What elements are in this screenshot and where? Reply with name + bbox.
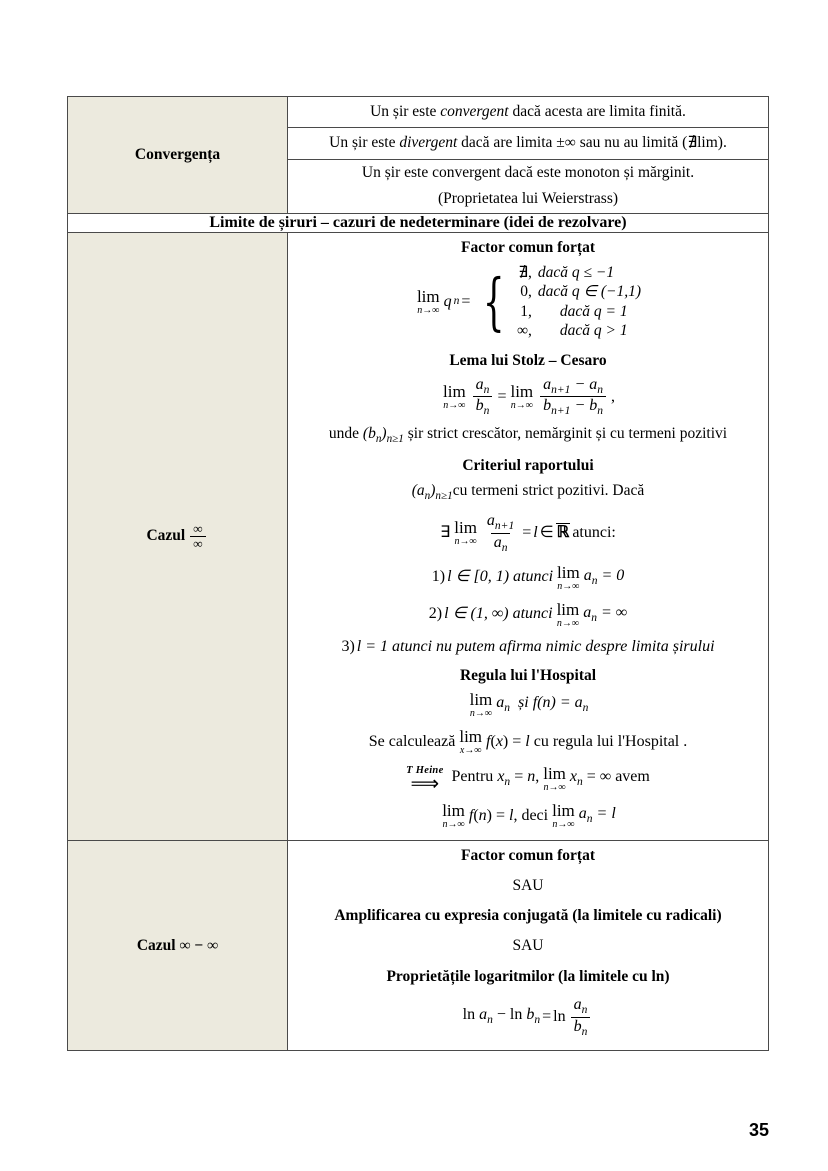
- item-text: l ∈ (1, ∞) atunci: [444, 605, 553, 623]
- block-title-lhospital: Regula lui l'Hospital: [459, 667, 597, 685]
- equals-sign: =: [461, 292, 471, 310]
- double-arrow-icon: ⟹: [410, 772, 440, 795]
- case-value: ∄,: [518, 263, 532, 281]
- limit-operator: [454, 519, 477, 547]
- a-over-b-fraction: [571, 996, 591, 1038]
- convergence-row-divergent: [288, 128, 769, 159]
- table-row: [68, 213, 769, 232]
- sequence-an: $(a_n)_{n\ge 1}$: [411, 482, 453, 503]
- stolz-cesaro-note: [288, 423, 768, 451]
- criteriul-intro: [288, 477, 768, 508]
- element-of-symbol: ∈: [539, 524, 554, 542]
- limit-operator: [543, 765, 566, 793]
- case-condition: dacă q > 1: [559, 322, 628, 340]
- limit-symbol: lim: [459, 727, 483, 747]
- fraction-numerator: $a_{n+1} - a_n$: [543, 375, 603, 397]
- case-inf-minus-inf-body: [288, 841, 769, 1051]
- note-suffix: șir strict crescător, nemărginit și cu termeni pozitivi: [403, 425, 728, 443]
- limit-symbol: lim: [469, 690, 493, 710]
- piecewise-cases: [474, 263, 641, 341]
- limit-operator: [459, 728, 482, 756]
- limit-symbol: lim: [543, 764, 566, 784]
- fraction-denominator: $a_n$: [491, 533, 511, 555]
- q-limit-expression: [415, 263, 641, 341]
- case-item: [508, 321, 641, 341]
- divergent-prefix: Un șir este: [329, 134, 400, 152]
- limit-operator: [470, 691, 493, 719]
- equals-sign: =: [522, 524, 532, 542]
- case-condition: dacă q ≤ −1: [537, 263, 615, 281]
- limit-symbol: lim: [442, 801, 465, 821]
- lhospital-line-4: [288, 798, 768, 840]
- case-inf-minus-inf-label-cell: [68, 841, 288, 1051]
- case-condition: dacă q ∈ (−1,1): [537, 283, 642, 301]
- limit-operator: [443, 383, 466, 411]
- item-tail: $a_n$ = ∞: [583, 603, 628, 624]
- ln-expression: [463, 996, 594, 1038]
- exists-symbol: ∃: [440, 524, 451, 542]
- lhospital-row-4: [440, 802, 616, 830]
- lhospital-row-1: [468, 691, 589, 719]
- case-value: 0,: [520, 283, 532, 301]
- fraction-numerator: $a_n$: [573, 995, 588, 1017]
- limit-subscript: n→∞: [469, 708, 493, 720]
- case-inf-over-inf-body: [288, 232, 769, 840]
- infinity-over-infinity-fraction: [190, 522, 205, 551]
- item-tail: $a_n = 0$: [583, 566, 625, 587]
- lhospital-row-3: [406, 765, 650, 793]
- stolz-expression: [441, 376, 615, 418]
- fraction-numerator: $a_n$: [475, 375, 490, 397]
- fraction-denominator: $b_n$: [473, 396, 493, 418]
- limit-operator: [417, 288, 440, 316]
- criteriul-item-1: [288, 560, 768, 597]
- note-prefix: unde: [328, 425, 363, 443]
- page-number: 35: [748, 1120, 769, 1140]
- convergent-emphasis: convergent: [440, 103, 509, 120]
- section-banner: Limite de șiruri – cazuri de nedeterminare (idei de rezolvare): [68, 213, 769, 232]
- lhospital-prefix: Se calculează: [368, 732, 456, 750]
- case-item: [508, 302, 641, 322]
- limit-operator: [557, 564, 580, 592]
- case-item: [508, 263, 641, 283]
- q-exponent: n: [453, 295, 460, 308]
- item-text: l = 1 atunci nu putem afirma nimic despre limita șirului: [356, 637, 715, 655]
- convergence-row-convergent: [288, 97, 769, 128]
- block-title-factor-comun: Factor comun forțat: [460, 238, 595, 256]
- limit-subscript: n→∞: [543, 782, 566, 794]
- weierstrass-property: (Proprietatea lui Weierstrass): [437, 190, 619, 208]
- heine-label: T Heine: [406, 765, 444, 777]
- limit-symbol: lim: [454, 518, 477, 538]
- trailing-comma: ,: [611, 387, 615, 405]
- case-inf-over-inf-label: [146, 522, 208, 551]
- limit-operator: [442, 802, 465, 830]
- cases-list: [508, 263, 641, 341]
- item-number: 3): [341, 637, 355, 655]
- lhospital-row-2: [369, 728, 688, 756]
- case-value: 1,: [520, 302, 532, 320]
- item-text: l ∈ [0, 1) atunci: [447, 568, 554, 586]
- inf-minus-line-amplificarea: Amplificarea cu expresia conjugată (la limitele cu radicali): [334, 907, 722, 925]
- divergent-definition: [288, 128, 768, 158]
- criteriul-item-3: [288, 634, 768, 662]
- item-2-row: [429, 601, 627, 629]
- limit-symbol: lim: [416, 286, 440, 306]
- item-1-row: [432, 564, 625, 592]
- case-value: ∞,: [516, 322, 532, 340]
- item-3-row: [341, 638, 714, 656]
- inf-minus-line-sau-2: SAU: [512, 937, 544, 955]
- convergence-row-weierstrass: [288, 159, 769, 213]
- inf-minus-line-factor: Factor comun forțat: [460, 847, 595, 865]
- case-inf-over-inf-label-cell: [68, 232, 288, 840]
- ln-lhs: $\ln a_n - \ln b_n$: [462, 1006, 541, 1027]
- table-row: [68, 232, 769, 840]
- limit-symbol: lim: [556, 599, 580, 619]
- left-curly-brace-icon: {: [483, 265, 505, 339]
- weierstrass-statement: Un șir este convergent dacă este monoton și mărginit.: [361, 163, 695, 181]
- limit-symbol: lim: [443, 381, 466, 401]
- limit-subscript: n→∞: [552, 819, 575, 831]
- lhospital-line-1: [288, 687, 768, 724]
- fraction-denominator: ∞: [190, 536, 205, 551]
- equals-sign: =: [497, 387, 507, 405]
- limit-subscript: n→∞: [442, 819, 465, 831]
- limit-operator: [557, 601, 580, 629]
- limit-subscript: n→∞: [417, 304, 440, 316]
- criteriul-item-2: [288, 597, 768, 634]
- heine-text-b: $x_n$ = ∞ avem: [569, 768, 650, 789]
- divergent-suffix: dacă are limita ±∞ sau nu au limită (∄lim).: [457, 134, 727, 152]
- limit-operator: [552, 802, 575, 830]
- item-number: 1): [431, 568, 446, 586]
- fraction-numerator: $a_{n+1}$: [486, 512, 515, 533]
- case-label-prefix: Cazul: [146, 527, 186, 545]
- difference-fraction: [540, 376, 606, 418]
- a-over-b-fraction: [473, 376, 493, 418]
- lhospital-line-2: [288, 724, 768, 761]
- limit-subscript: n→∞: [454, 536, 477, 548]
- heine-text-a: Pentru $x_n = n$,: [451, 768, 540, 789]
- convergence-label-cell: [68, 97, 288, 214]
- table-row: [68, 841, 769, 1051]
- lhospital-tail-2: f(x) = l cu regula lui l'Hospital .: [486, 732, 688, 750]
- heine-implication: [406, 765, 444, 795]
- lhospital-tail-4b: $a_n = l$: [578, 805, 616, 826]
- limit-symbol: lim: [557, 562, 580, 582]
- ln-rhs-operator: ln: [553, 1007, 566, 1025]
- equals-sign: =: [542, 1007, 552, 1025]
- ratio-fraction: [484, 512, 517, 554]
- case-item: [508, 282, 641, 302]
- criteriul-atunci: atunci:: [572, 524, 616, 542]
- formula-criteriul-raportului: [288, 508, 768, 559]
- lhospital-line-3: [288, 761, 768, 798]
- fraction-denominator: $b_n$: [571, 1017, 591, 1039]
- extended-reals-symbol: ℝ: [556, 524, 570, 542]
- formula-stolz-cesaro: [288, 372, 768, 423]
- convergent-prefix: Un șir este: [370, 103, 441, 120]
- convergent-suffix: dacă acesta are limita finită.: [508, 103, 686, 120]
- block-title-criteriul-raportului: Criteriul raportului: [462, 457, 594, 475]
- math-summary-table: [67, 96, 769, 1051]
- limit-operator: [510, 383, 533, 411]
- formula-ln-difference: [288, 992, 768, 1050]
- case-condition: dacă q = 1: [559, 302, 628, 320]
- table-row: [68, 97, 769, 128]
- inf-minus-line-proprietati: Proprietățile logaritmilor (la limitele cu ln): [386, 967, 670, 985]
- lhospital-tail-4a: f(n) = l, deci: [468, 806, 549, 824]
- convergent-definition: [288, 97, 768, 127]
- divergent-emphasis: divergent: [399, 134, 458, 152]
- limit-value-l: l: [533, 524, 538, 542]
- ratio-limit-expression: [440, 512, 616, 554]
- limit-symbol: lim: [552, 801, 575, 821]
- limit-subscript: x→∞: [459, 745, 482, 757]
- criteriul-intro-text: cu termeni strict pozitivi. Dacă: [452, 482, 645, 500]
- block-title-stolz-cesaro: Lema lui Stolz – Cesaro: [449, 351, 607, 369]
- limit-subscript: n→∞: [510, 399, 533, 411]
- case-inf-minus-inf-label: Cazul ∞ − ∞: [136, 936, 219, 954]
- sequence-bn: $(b_n)_{n\ge 1}$: [362, 425, 404, 446]
- limit-subscript: n→∞: [443, 399, 466, 411]
- q-base: q: [443, 292, 452, 310]
- inf-minus-line-sau-1: SAU: [512, 877, 544, 895]
- limit-symbol: lim: [510, 381, 534, 401]
- item-number: 2): [428, 605, 443, 623]
- fraction-numerator: ∞: [193, 520, 203, 536]
- formula-q-to-n: [288, 259, 768, 346]
- convergence-label: Convergența: [134, 145, 221, 163]
- fraction-denominator: $b_{n+1} - b_n$: [540, 396, 606, 418]
- limit-subscript: n→∞: [557, 580, 580, 592]
- lhospital-tail-1: $a_n$ și $f(n) = a_n$: [496, 694, 589, 715]
- limit-subscript: n→∞: [556, 617, 579, 629]
